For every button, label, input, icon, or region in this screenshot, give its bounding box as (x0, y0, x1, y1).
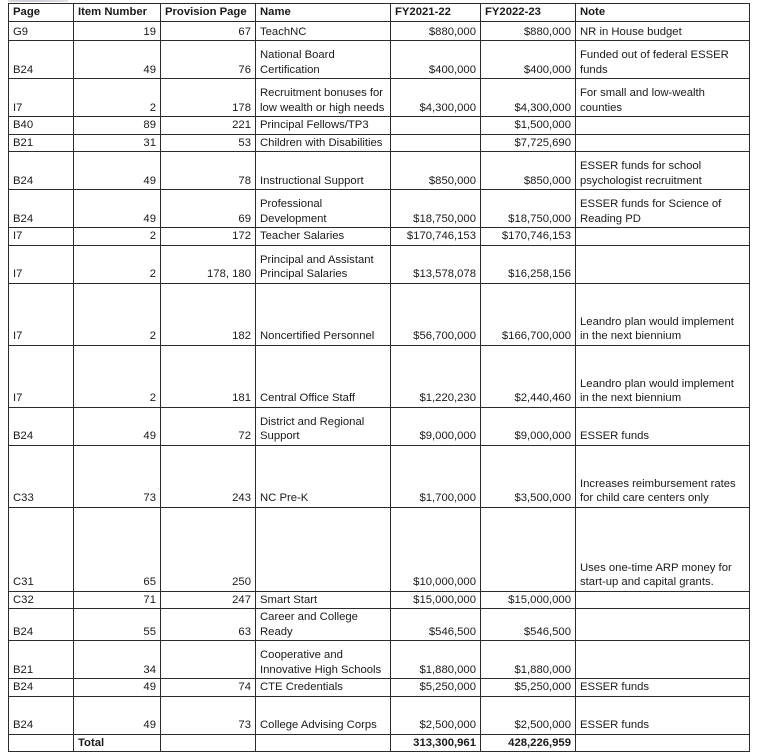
cell-note[interactable]: Leandro plan would implement in the next biennium (576, 345, 750, 407)
cell-page[interactable]: B24 (9, 190, 74, 228)
cell-fy2022_23[interactable]: $166,700,000 (481, 283, 576, 345)
column-header-name[interactable]: Name (256, 4, 391, 22)
cell-page[interactable]: I7 (9, 245, 74, 283)
table-total-row (9, 734, 750, 752)
cell-fy2022_23[interactable]: $850,000 (481, 152, 576, 190)
cell-provision[interactable]: 182 (161, 283, 256, 345)
cell-fy2022_23[interactable]: $170,746,153 (481, 228, 576, 246)
cell-fy2021_22[interactable]: $10,000,000 (391, 507, 481, 591)
total-cell-fy2021_22[interactable]: 313,300,961 (391, 734, 481, 752)
cell-name[interactable]: National Board Certification (256, 41, 391, 79)
cell-page[interactable]: B21 (9, 641, 74, 679)
cell-fy2022_23[interactable]: $2,440,460 (481, 345, 576, 407)
cell-item[interactable]: 49 (74, 190, 161, 228)
total-cell-page[interactable] (9, 734, 74, 752)
table-row (9, 190, 750, 228)
cell-provision[interactable]: 76 (161, 41, 256, 79)
cell-page[interactable]: B24 (9, 41, 74, 79)
cell-name[interactable]: Career and College Ready (256, 609, 391, 641)
cell-fy2021_22[interactable]: $4,300,000 (391, 79, 481, 117)
table-row (9, 41, 750, 79)
cell-item[interactable]: 2 (74, 228, 161, 246)
cell-fy2022_23[interactable]: $1,880,000 (481, 641, 576, 679)
column-header-note[interactable]: Note (576, 4, 750, 22)
table-row (9, 22, 750, 41)
cell-fy2022_23[interactable]: $2,500,000 (481, 696, 576, 734)
cell-item[interactable]: 2 (74, 345, 161, 407)
clipped-row-artifact (8, 0, 68, 2)
cell-item[interactable]: 31 (74, 134, 161, 152)
cell-provision[interactable]: 172 (161, 228, 256, 246)
cell-name[interactable]: Recruitment bonuses for low wealth or high needs (256, 79, 391, 117)
table-row (9, 407, 750, 445)
cell-fy2021_22[interactable]: $850,000 (391, 152, 481, 190)
table-row (9, 283, 750, 345)
cell-provision[interactable]: 72 (161, 407, 256, 445)
cell-page[interactable]: B21 (9, 134, 74, 152)
cell-fy2022_23[interactable]: $15,000,000 (481, 591, 576, 609)
table-row (9, 345, 750, 407)
cell-item[interactable]: 89 (74, 117, 161, 135)
budget-provision-table (8, 3, 750, 752)
cell-note[interactable]: ESSER funds for Science of Reading PD (576, 190, 750, 228)
table-row (9, 228, 750, 246)
cell-note[interactable]: ESSER funds (576, 696, 750, 734)
table-row (9, 507, 750, 591)
cell-page[interactable]: I7 (9, 345, 74, 407)
cell-name[interactable]: Central Office Staff (256, 345, 391, 407)
cell-item[interactable]: 2 (74, 245, 161, 283)
total-cell-fy2022_23[interactable]: 428,226,959 (481, 734, 576, 752)
total-cell-provision[interactable] (161, 734, 256, 752)
cell-fy2021_22[interactable] (391, 134, 481, 152)
cell-provision[interactable]: 53 (161, 134, 256, 152)
cell-provision[interactable]: 69 (161, 190, 256, 228)
cell-page[interactable]: G9 (9, 22, 74, 41)
cell-fy2021_22[interactable]: $18,750,000 (391, 190, 481, 228)
cell-fy2021_22[interactable]: $56,700,000 (391, 283, 481, 345)
cell-fy2021_22[interactable]: $880,000 (391, 22, 481, 41)
cell-item[interactable]: 49 (74, 696, 161, 734)
total-label[interactable]: Total (74, 734, 161, 752)
cell-page[interactable]: B24 (9, 679, 74, 697)
cell-note[interactable] (576, 134, 750, 152)
cell-provision[interactable]: 181 (161, 345, 256, 407)
column-header-page[interactable]: Page (9, 4, 74, 22)
cell-provision[interactable] (161, 641, 256, 679)
table-row (9, 445, 750, 507)
table-row (9, 152, 750, 190)
cell-note[interactable]: Increases reimbursement rates for child care centers only (576, 445, 750, 507)
cell-name[interactable]: Cooperative and Innovative High Schools (256, 641, 391, 679)
cell-fy2021_22[interactable] (391, 117, 481, 135)
cell-fy2021_22[interactable]: $5,250,000 (391, 679, 481, 697)
cell-item[interactable]: 34 (74, 641, 161, 679)
cell-fy2021_22[interactable]: $400,000 (391, 41, 481, 79)
cell-fy2022_23[interactable]: $880,000 (481, 22, 576, 41)
cell-fy2021_22[interactable]: $15,000,000 (391, 591, 481, 609)
cell-item[interactable]: 73 (74, 445, 161, 507)
cell-page[interactable]: C32 (9, 591, 74, 609)
cell-name[interactable]: Principal and Assistant Principal Salaries (256, 245, 391, 283)
cell-name[interactable]: Noncertified Personnel (256, 283, 391, 345)
cell-provision[interactable]: 178, 180 (161, 245, 256, 283)
cell-name[interactable]: Professional Development (256, 190, 391, 228)
cell-fy2022_23[interactable]: $5,250,000 (481, 679, 576, 697)
cell-provision[interactable]: 73 (161, 696, 256, 734)
table-row (9, 641, 750, 679)
table-row (9, 117, 750, 135)
cell-provision[interactable]: 178 (161, 79, 256, 117)
table-row (9, 696, 750, 734)
cell-fy2022_23[interactable]: $400,000 (481, 41, 576, 79)
column-header-item-number[interactable]: Item Number (74, 4, 161, 22)
cell-note[interactable] (576, 609, 750, 641)
table-row (9, 591, 750, 609)
cell-page[interactable]: I7 (9, 283, 74, 345)
cell-item[interactable]: 49 (74, 679, 161, 697)
cell-fy2022_23[interactable]: $546,500 (481, 609, 576, 641)
cell-item[interactable]: 2 (74, 79, 161, 117)
cell-note[interactable] (576, 245, 750, 283)
cell-fy2022_23[interactable]: $4,300,000 (481, 79, 576, 117)
cell-page[interactable]: B24 (9, 609, 74, 641)
cell-name[interactable]: NC Pre-K (256, 445, 391, 507)
cell-note[interactable]: Funded out of federal ESSER funds (576, 41, 750, 79)
total-cell-name[interactable] (256, 734, 391, 752)
cell-page[interactable]: B24 (9, 407, 74, 445)
cell-fy2022_23[interactable]: $16,258,156 (481, 245, 576, 283)
cell-note[interactable] (576, 641, 750, 679)
cell-name[interactable]: TeachNC (256, 22, 391, 41)
cell-page[interactable]: C31 (9, 507, 74, 591)
cell-provision[interactable]: 67 (161, 22, 256, 41)
table-body (9, 22, 750, 752)
cell-fy2021_22[interactable]: $9,000,000 (391, 407, 481, 445)
cell-page[interactable]: C33 (9, 445, 74, 507)
column-header-fy2022-23[interactable]: FY2022-23 (481, 4, 576, 22)
cell-provision[interactable]: 247 (161, 591, 256, 609)
cell-page[interactable]: I7 (9, 228, 74, 246)
cell-note[interactable] (576, 117, 750, 135)
cell-fy2022_23[interactable]: $3,500,000 (481, 445, 576, 507)
cell-page[interactable]: I7 (9, 79, 74, 117)
cell-name[interactable]: CTE Credentials (256, 679, 391, 697)
cell-name[interactable]: Principal Fellows/TP3 (256, 117, 391, 135)
table-row (9, 134, 750, 152)
cell-note[interactable]: For small and low-wealth counties (576, 79, 750, 117)
column-header-provision-page[interactable]: Provision Page (161, 4, 256, 22)
cell-note[interactable]: Uses one-time ARP money for start-up and capital grants. (576, 507, 750, 591)
cell-provision[interactable]: 63 (161, 609, 256, 641)
table-row (9, 245, 750, 283)
cell-name[interactable]: College Advising Corps (256, 696, 391, 734)
table-row (9, 679, 750, 697)
cell-fy2021_22[interactable]: $1,220,230 (391, 345, 481, 407)
cell-provision[interactable]: 221 (161, 117, 256, 135)
cell-fy2021_22[interactable]: $1,880,000 (391, 641, 481, 679)
cell-note[interactable]: ESSER funds (576, 407, 750, 445)
cell-provision[interactable]: 243 (161, 445, 256, 507)
cell-page[interactable]: B40 (9, 117, 74, 135)
total-cell-note[interactable] (576, 734, 750, 752)
cell-note[interactable]: ESSER funds (576, 679, 750, 697)
cell-name[interactable]: District and Regional Support (256, 407, 391, 445)
table-row (9, 609, 750, 641)
cell-name[interactable]: Children with Disabilities (256, 134, 391, 152)
cell-fy2021_22[interactable]: $2,500,000 (391, 696, 481, 734)
cell-provision[interactable]: 74 (161, 679, 256, 697)
cell-item[interactable]: 55 (74, 609, 161, 641)
cell-item[interactable]: 65 (74, 507, 161, 591)
cell-fy2021_22[interactable]: $170,746,153 (391, 228, 481, 246)
cell-item[interactable]: 49 (74, 41, 161, 79)
cell-note[interactable]: ESSER funds for school psychologist recruitment (576, 152, 750, 190)
cell-provision[interactable]: 250 (161, 507, 256, 591)
cell-name[interactable]: Smart Start (256, 591, 391, 609)
cell-note[interactable] (576, 591, 750, 609)
cell-name[interactable]: Teacher Salaries (256, 228, 391, 246)
cell-note[interactable] (576, 228, 750, 246)
cell-page[interactable]: B24 (9, 696, 74, 734)
cell-item[interactable]: 2 (74, 283, 161, 345)
cell-fy2022_23[interactable]: $9,000,000 (481, 407, 576, 445)
cell-page[interactable]: B24 (9, 152, 74, 190)
cell-item[interactable]: 71 (74, 591, 161, 609)
column-header-fy2021-22[interactable]: FY2021-22 (391, 4, 481, 22)
cell-name[interactable] (256, 507, 391, 591)
table-row (9, 79, 750, 117)
cell-item[interactable]: 19 (74, 22, 161, 41)
cell-fy2021_22[interactable]: $1,700,000 (391, 445, 481, 507)
cell-fy2021_22[interactable]: $546,500 (391, 609, 481, 641)
cell-note[interactable]: NR in House budget (576, 22, 750, 41)
cell-fy2022_23[interactable]: $18,750,000 (481, 190, 576, 228)
cell-note[interactable]: Leandro plan would implement in the next biennium (576, 283, 750, 345)
cell-fy2022_23[interactable] (481, 507, 576, 591)
cell-fy2022_23[interactable]: $1,500,000 (481, 117, 576, 135)
cell-item[interactable]: 49 (74, 152, 161, 190)
cell-provision[interactable]: 78 (161, 152, 256, 190)
table-header (9, 4, 750, 22)
table-header-row (9, 4, 750, 22)
cell-name[interactable]: Instructional Support (256, 152, 391, 190)
cell-fy2021_22[interactable]: $13,578,078 (391, 245, 481, 283)
cell-fy2022_23[interactable]: $7,725,690 (481, 134, 576, 152)
cell-item[interactable]: 49 (74, 407, 161, 445)
